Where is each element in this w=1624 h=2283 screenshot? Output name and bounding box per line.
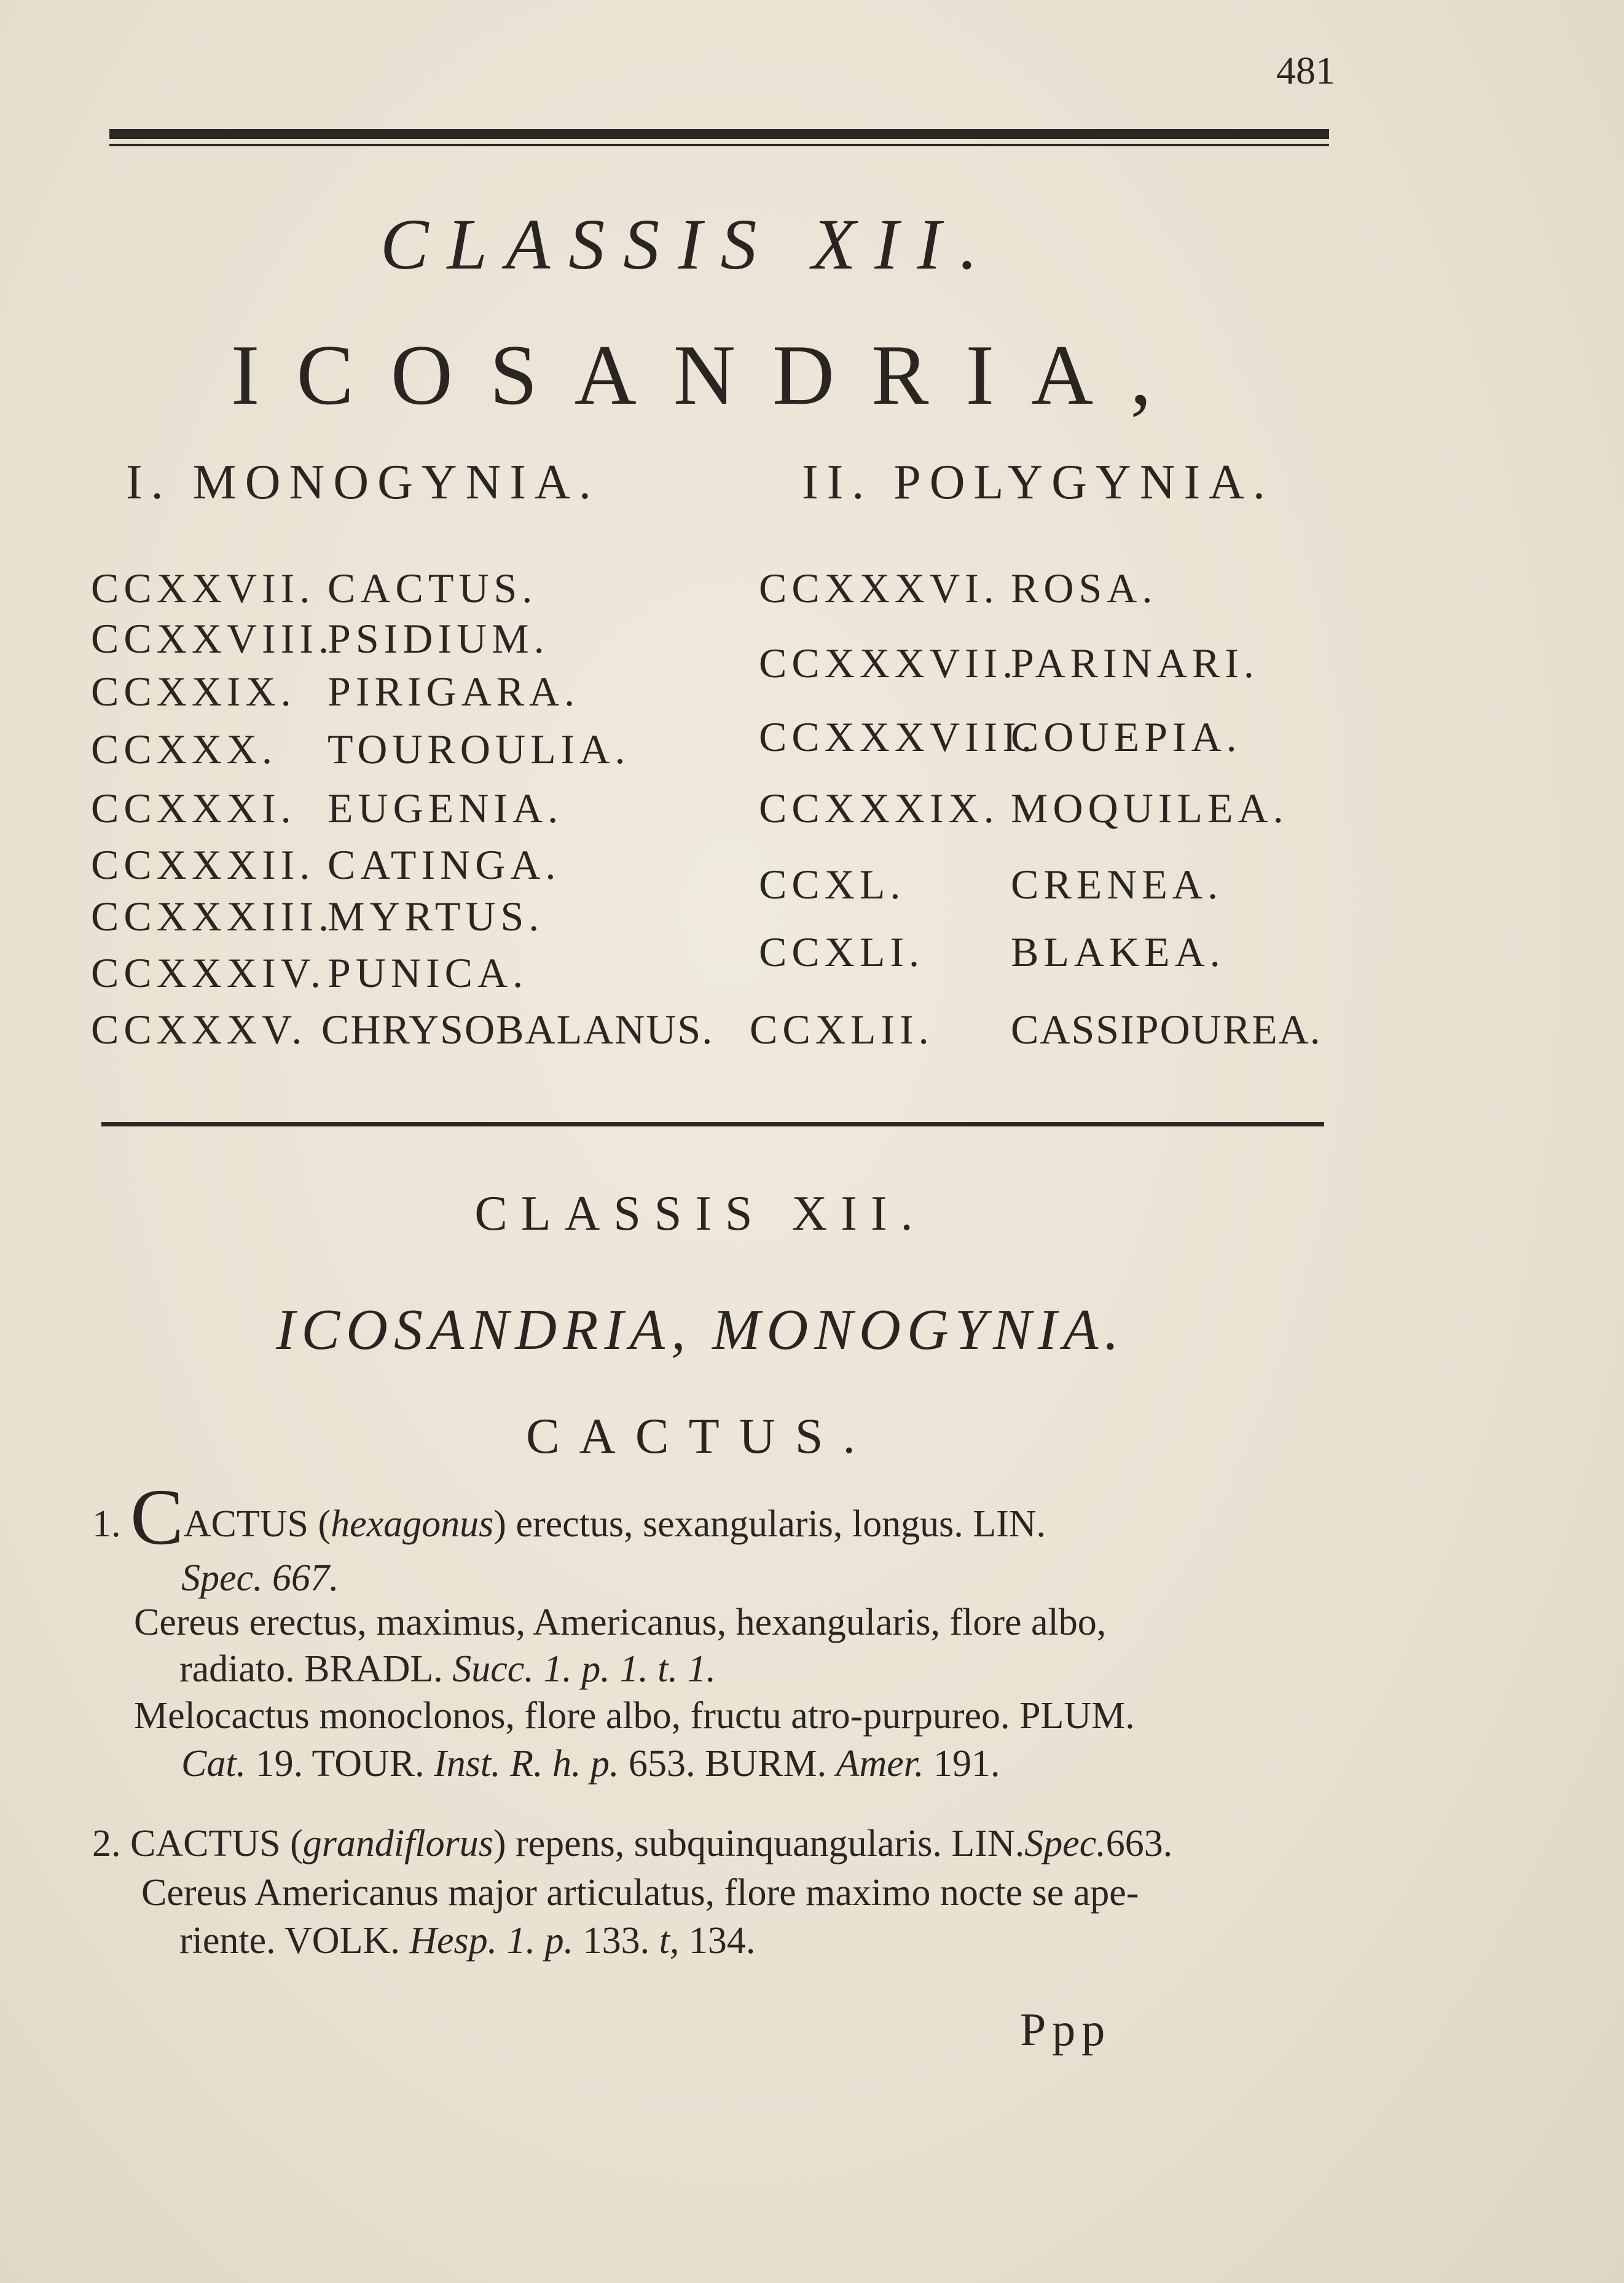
entry-text: ACTUS ( xyxy=(183,1503,331,1545)
genus-name: CRENEA. xyxy=(1011,861,1223,908)
species-entry-1-line-5 xyxy=(134,1691,1135,1740)
page-number: 481 xyxy=(1276,49,1335,92)
genus-name: BLAKEA. xyxy=(1011,929,1225,975)
reference: 133. xyxy=(573,1920,659,1962)
species-entry-1-line-2 xyxy=(181,1554,339,1603)
genus-entry xyxy=(759,928,1225,976)
genus-entry xyxy=(91,615,549,663)
species-entry-1-line-4 xyxy=(179,1644,716,1694)
reference: Spec. 667. xyxy=(181,1557,339,1599)
genus-entry xyxy=(750,1005,1322,1054)
section-subtitle: ICOSANDRIA, MONOGYNIA. xyxy=(276,1298,1125,1362)
genus-name: EUGENIA. xyxy=(328,785,563,831)
genus-number: CCXXIX. xyxy=(91,668,296,715)
genus-name: PARINARI. xyxy=(1011,640,1259,686)
species-entry-2-line-1 xyxy=(92,1819,1172,1868)
species-entry-1-line-1 xyxy=(92,1473,1046,1562)
middle-rule xyxy=(101,1122,1324,1126)
reference: Amer. xyxy=(836,1743,924,1785)
reference: Cat. xyxy=(181,1743,246,1785)
genus-number: CCXL. xyxy=(759,861,906,908)
genus-number: CCXXXII. xyxy=(91,841,315,888)
genus-name: CACTUS. xyxy=(328,565,538,611)
species-entry-1-line-3 xyxy=(134,1598,1106,1647)
classis-title: CLASSIS XII. xyxy=(380,204,997,285)
genus-name: CASSIPOUREA. xyxy=(1011,1006,1322,1053)
genus-entry xyxy=(91,564,537,613)
reference: 653. BURM. xyxy=(619,1743,836,1785)
section-classis: CLASSIS XII. xyxy=(474,1187,927,1241)
reference: t, xyxy=(659,1920,680,1962)
genus-entry xyxy=(91,784,563,833)
entry-number: 1. xyxy=(92,1503,121,1545)
genus-name: CHRYSOBALANUS. xyxy=(321,1006,714,1053)
species-entry-1-line-6 xyxy=(181,1739,1000,1788)
species-entry-2-line-2 xyxy=(141,1868,1139,1917)
genus-entry xyxy=(91,667,579,716)
genus-number: CCXXXV. xyxy=(91,1006,307,1053)
synonym-text: radiato. BRADL. xyxy=(179,1648,453,1690)
genus-entry xyxy=(91,841,560,889)
reference: 191. xyxy=(924,1743,1000,1785)
genus-name: TOUROULIA. xyxy=(328,726,630,772)
genus-number: CCXXVIII. xyxy=(91,615,334,662)
dropcap: C xyxy=(130,1473,184,1562)
top-rule xyxy=(109,129,1329,139)
genus-number: CCXXX. xyxy=(91,726,278,772)
reference: Hesp. 1. p. xyxy=(409,1920,574,1962)
synonym-text: Melocactus monoclonos, flore albo, fructu atro-purpureo. PLUM. xyxy=(134,1695,1135,1737)
genus-name: COUEPIA. xyxy=(1011,713,1242,760)
species-epithet: grandiflorus xyxy=(302,1823,493,1865)
genus-number: CCXXXI. xyxy=(91,785,296,831)
genus-number: CCXXXIX. xyxy=(759,785,999,831)
genus-name: ROSA. xyxy=(1011,565,1158,611)
genus-number: CCXXXVIII. xyxy=(759,713,1037,760)
order-heading-monogynia: I. MONOGYNIA. xyxy=(126,455,600,509)
genus-number: CCXXXVII. xyxy=(759,640,1018,686)
genus-entry xyxy=(759,564,1157,613)
reference: 663. xyxy=(1105,1823,1173,1865)
genus-entry xyxy=(759,784,1289,833)
genus-name: CATINGA. xyxy=(328,841,561,888)
reference: Succ. 1. p. 1. t. 1. xyxy=(452,1648,716,1690)
genus-entry xyxy=(759,860,1223,909)
order-heading-polygynia: II. POLYGYNIA. xyxy=(802,455,1274,509)
genus-entry xyxy=(91,949,528,997)
synonym-text: Cereus Americanus major articulatus, flore maximo nocte se ape- xyxy=(141,1872,1139,1914)
genus-entry xyxy=(759,713,1242,761)
genus-name: PUNICA. xyxy=(328,949,528,996)
genus-name: PSIDIUM. xyxy=(328,615,549,662)
top-rule-thin xyxy=(109,144,1329,146)
genus-entry xyxy=(759,639,1259,688)
entry-number: 2. xyxy=(92,1823,121,1865)
entry-text: CACTUS ( xyxy=(130,1823,303,1865)
genus-entry xyxy=(91,1005,713,1054)
synonym-text: Cereus erectus, maximus, Americanus, hexangularis, flore albo, xyxy=(134,1601,1107,1643)
genus-number: CCXXVII. xyxy=(91,565,315,611)
genus-entry xyxy=(91,725,630,774)
genus-name: MYRTUS. xyxy=(328,893,544,940)
species-entry-2-line-3 xyxy=(179,1916,755,1965)
genus-name: PIRIGARA. xyxy=(328,668,580,715)
genus-number: CCXLI. xyxy=(759,929,924,975)
entry-text: ) erectus, sexangularis, longus. LIN. xyxy=(493,1503,1046,1545)
reference: Inst. R. h. p. xyxy=(434,1743,619,1785)
genus-number: CCXLII. xyxy=(750,1006,934,1053)
genus-entry xyxy=(91,892,544,941)
signature-mark: Ppp xyxy=(1020,2004,1112,2056)
entry-text: ) repens, subquinquangularis. LIN. xyxy=(493,1823,1025,1865)
reference: Spec. xyxy=(1024,1823,1106,1865)
genus-number: CCXXXIII. xyxy=(91,893,334,940)
genus-number: CCXXXVI. xyxy=(759,565,999,611)
genus-heading: CACTUS. xyxy=(525,1408,875,1464)
synonym-text: riente. VOLK. xyxy=(179,1920,410,1962)
reference: 134. xyxy=(679,1920,756,1962)
genus-name: MOQUILEA. xyxy=(1011,785,1289,831)
species-epithet: hexagonus xyxy=(331,1503,494,1545)
genus-number: CCXXXIV. xyxy=(91,949,326,996)
reference: 19. TOUR. xyxy=(246,1743,434,1785)
class-name: ICOSANDRIA, xyxy=(230,328,1189,423)
